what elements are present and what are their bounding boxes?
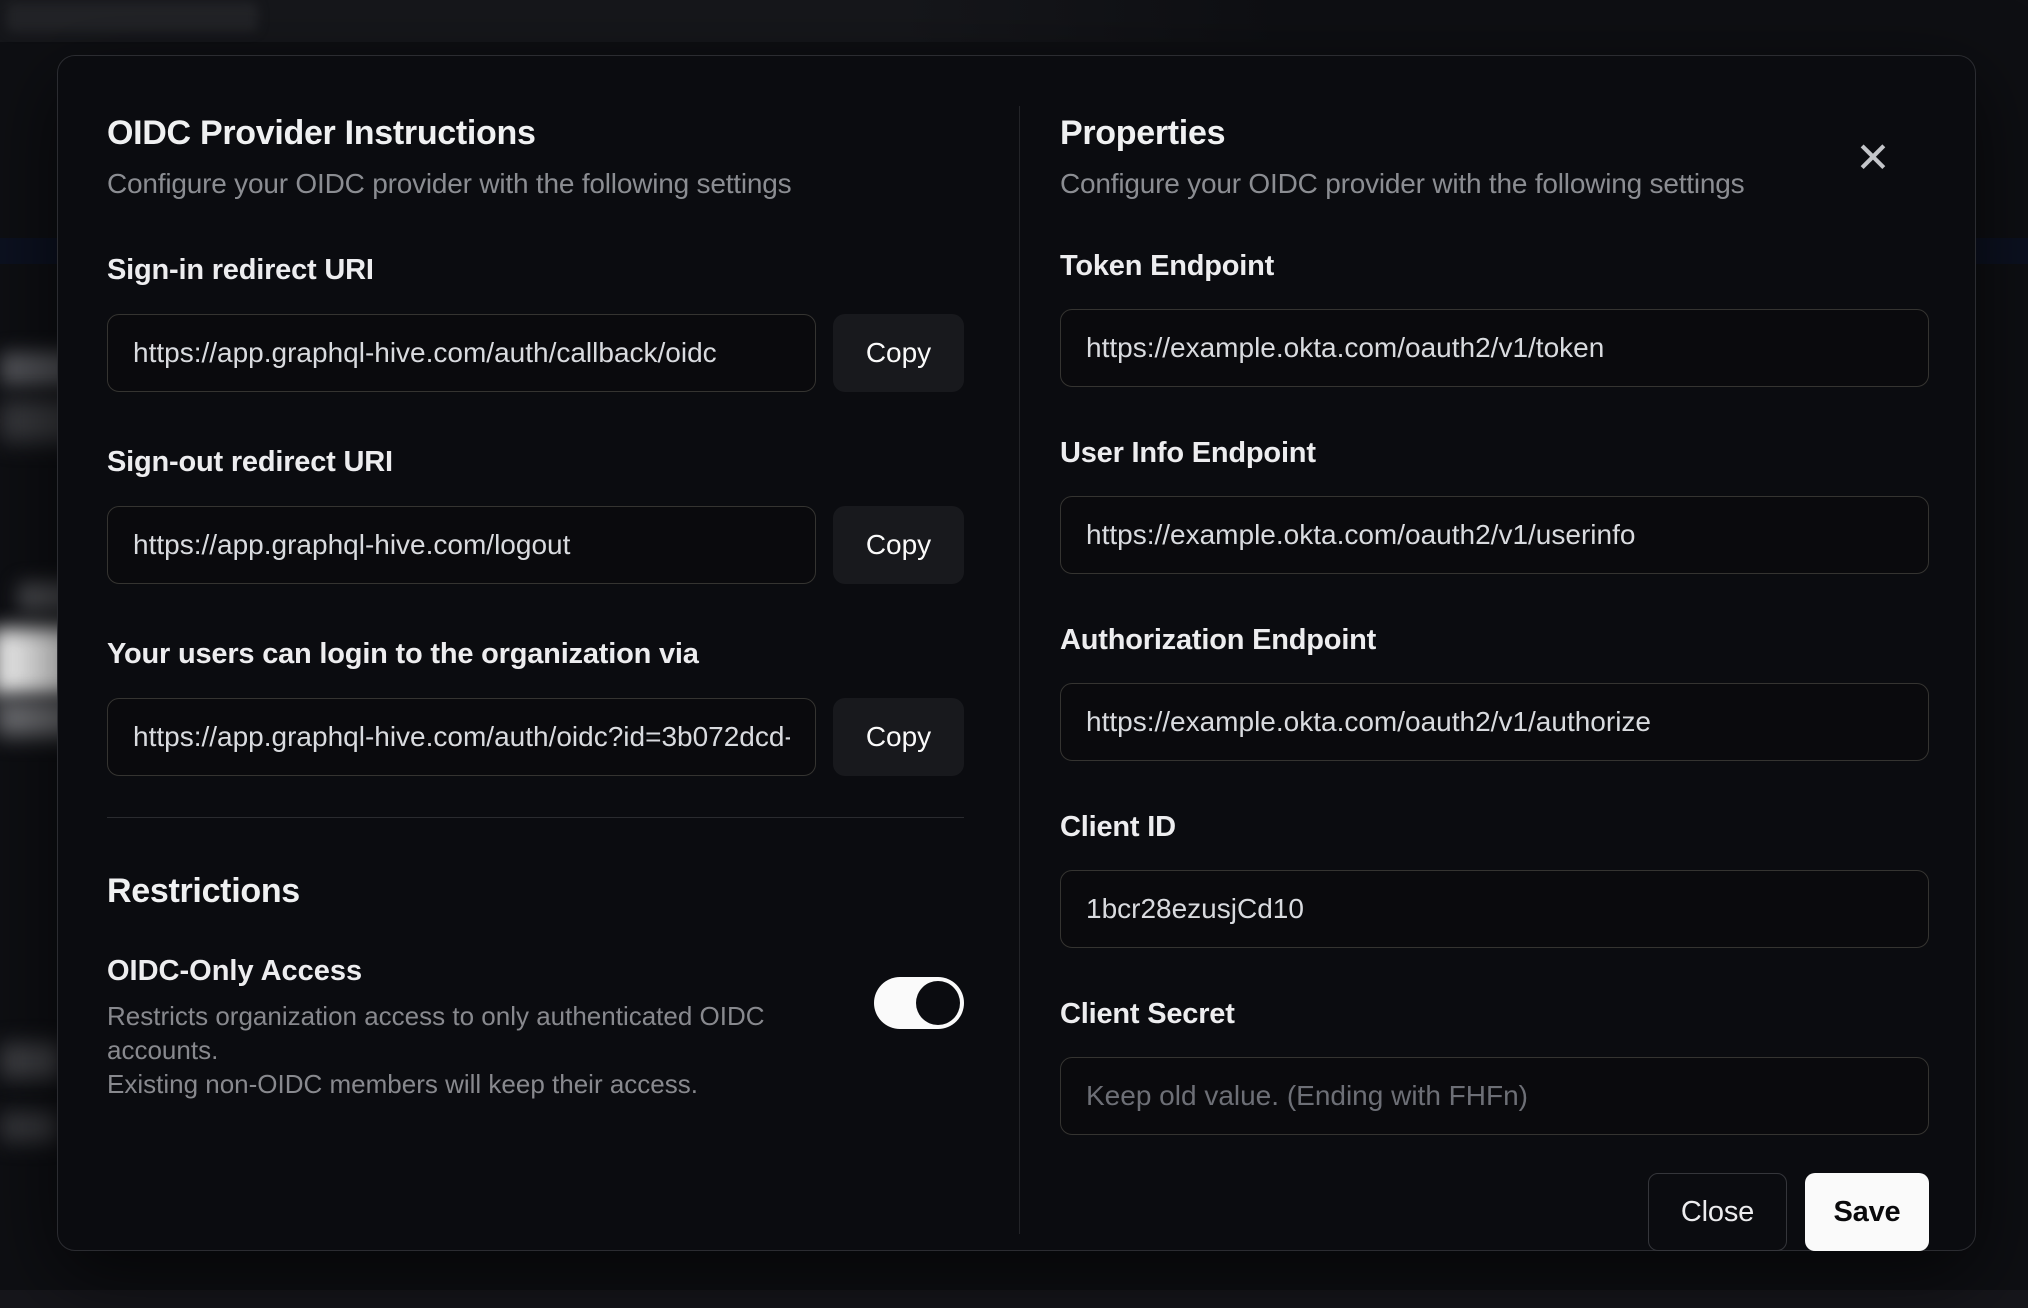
properties-column bbox=[1018, 56, 1975, 1250]
background-bottom-band bbox=[0, 1290, 2028, 1308]
instructions-column bbox=[58, 56, 1018, 1250]
properties-subtitle: Configure your OIDC provider with the following settings bbox=[1060, 168, 1745, 199]
sign-out-redirect-label: Sign-out redirect URI bbox=[107, 446, 393, 478]
background-blur-item bbox=[0, 1112, 58, 1142]
oidc-only-access-label: OIDC-Only Access bbox=[107, 955, 363, 987]
oidc-settings-dialog bbox=[57, 55, 1976, 1251]
client-id-label: Client ID bbox=[1060, 811, 1176, 843]
save-button[interactable]: Save bbox=[1805, 1173, 1929, 1251]
user-info-endpoint-label: User Info Endpoint bbox=[1060, 437, 1316, 469]
sign-out-redirect-input[interactable] bbox=[107, 506, 816, 584]
properties-title: Properties bbox=[1060, 114, 1226, 152]
client-secret-label: Client Secret bbox=[1060, 998, 1235, 1030]
background-logo-blur bbox=[6, 2, 258, 32]
user-info-endpoint-input[interactable] bbox=[1060, 496, 1929, 574]
instructions-subtitle: Configure your OIDC provider with the following settings bbox=[107, 168, 792, 199]
background-blur-item bbox=[0, 1043, 62, 1079]
oidc-only-access-row bbox=[107, 955, 964, 1101]
close-button[interactable]: Close bbox=[1648, 1173, 1787, 1251]
authorization-endpoint-label: Authorization Endpoint bbox=[1060, 624, 1377, 656]
oidc-only-access-texts bbox=[107, 955, 847, 1101]
oidc-only-toggle[interactable] bbox=[874, 977, 964, 1029]
toggle-thumb bbox=[916, 981, 960, 1025]
client-secret-input[interactable] bbox=[1060, 1057, 1929, 1135]
copy-login-url-button[interactable]: Copy bbox=[833, 698, 964, 776]
login-url-label: Your users can login to the organization via bbox=[107, 638, 699, 670]
oidc-only-access-description: Restricts organization access to only authenticated OIDC accounts. Existing non-OIDC members will keep their access. bbox=[107, 1001, 765, 1099]
copy-sign-out-button[interactable]: Copy bbox=[833, 506, 964, 584]
token-endpoint-label: Token Endpoint bbox=[1060, 250, 1275, 282]
instructions-title: OIDC Provider Instructions bbox=[107, 114, 536, 152]
client-id-input[interactable] bbox=[1060, 870, 1929, 948]
section-divider bbox=[107, 817, 964, 818]
login-url-input[interactable] bbox=[107, 698, 816, 776]
restrictions-title: Restrictions bbox=[107, 872, 300, 910]
authorization-endpoint-input[interactable] bbox=[1060, 683, 1929, 761]
copy-sign-in-button[interactable]: Copy bbox=[833, 314, 964, 392]
token-endpoint-input[interactable] bbox=[1060, 309, 1929, 387]
close-icon[interactable]: ✕ bbox=[1855, 134, 1891, 181]
sign-in-redirect-label: Sign-in redirect URI bbox=[107, 254, 374, 286]
sign-in-redirect-input[interactable] bbox=[107, 314, 816, 392]
